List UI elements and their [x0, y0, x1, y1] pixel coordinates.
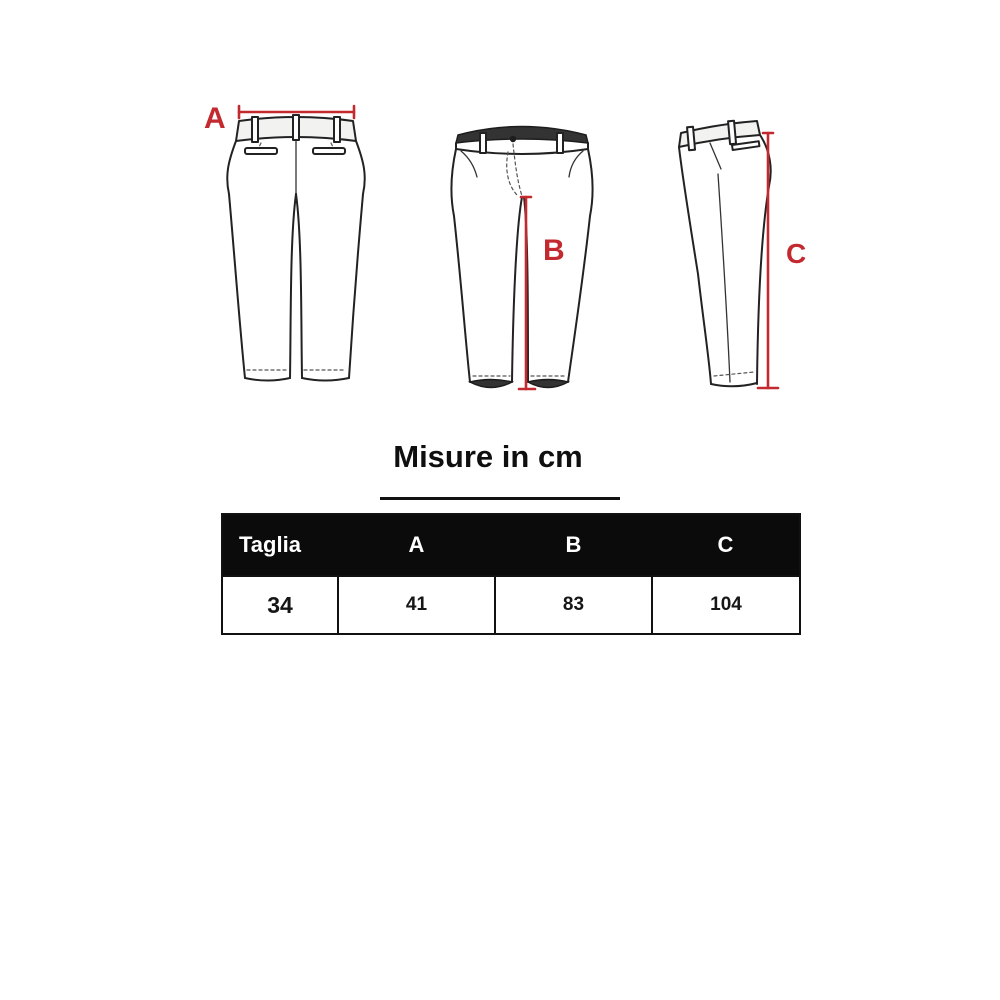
measure-line-b	[519, 197, 535, 389]
cell-c-value: 104	[652, 576, 800, 634]
col-header-taglia: Taglia	[222, 514, 338, 576]
cell-a-value: 41	[338, 576, 495, 634]
measurement-label-b: B	[543, 234, 565, 267]
waistband-interior	[456, 127, 588, 144]
cell-b-value: 83	[495, 576, 652, 634]
pants-back-outline	[227, 115, 365, 381]
size-table	[221, 513, 801, 635]
size-table-header	[222, 514, 800, 576]
table-row	[222, 576, 800, 634]
waist-button	[510, 136, 516, 142]
hem-left	[470, 380, 512, 388]
header-row	[222, 514, 800, 576]
front-pocket-right	[569, 151, 583, 177]
col-header-b: B	[495, 514, 652, 576]
hem-right	[528, 380, 568, 388]
col-header-c: C	[652, 514, 800, 576]
back-pocket-right	[313, 148, 345, 154]
section-title: Misure in cm	[393, 439, 583, 474]
cell-taglia-value: 34	[222, 576, 338, 634]
col-header-a: A	[338, 514, 495, 576]
pants-side-outline	[679, 121, 771, 386]
measurement-label-c: C	[786, 238, 807, 269]
pants-front-outline	[452, 127, 593, 388]
pants-back-view-diagram	[218, 98, 370, 398]
measurement-label-a: A	[204, 102, 226, 135]
back-pocket-left	[245, 148, 277, 154]
title-underline	[380, 497, 620, 500]
size-table-body	[222, 576, 800, 634]
front-pocket-left	[461, 151, 477, 177]
pants-front-view-diagram	[447, 110, 597, 398]
pants-side-view-diagram	[668, 112, 803, 397]
